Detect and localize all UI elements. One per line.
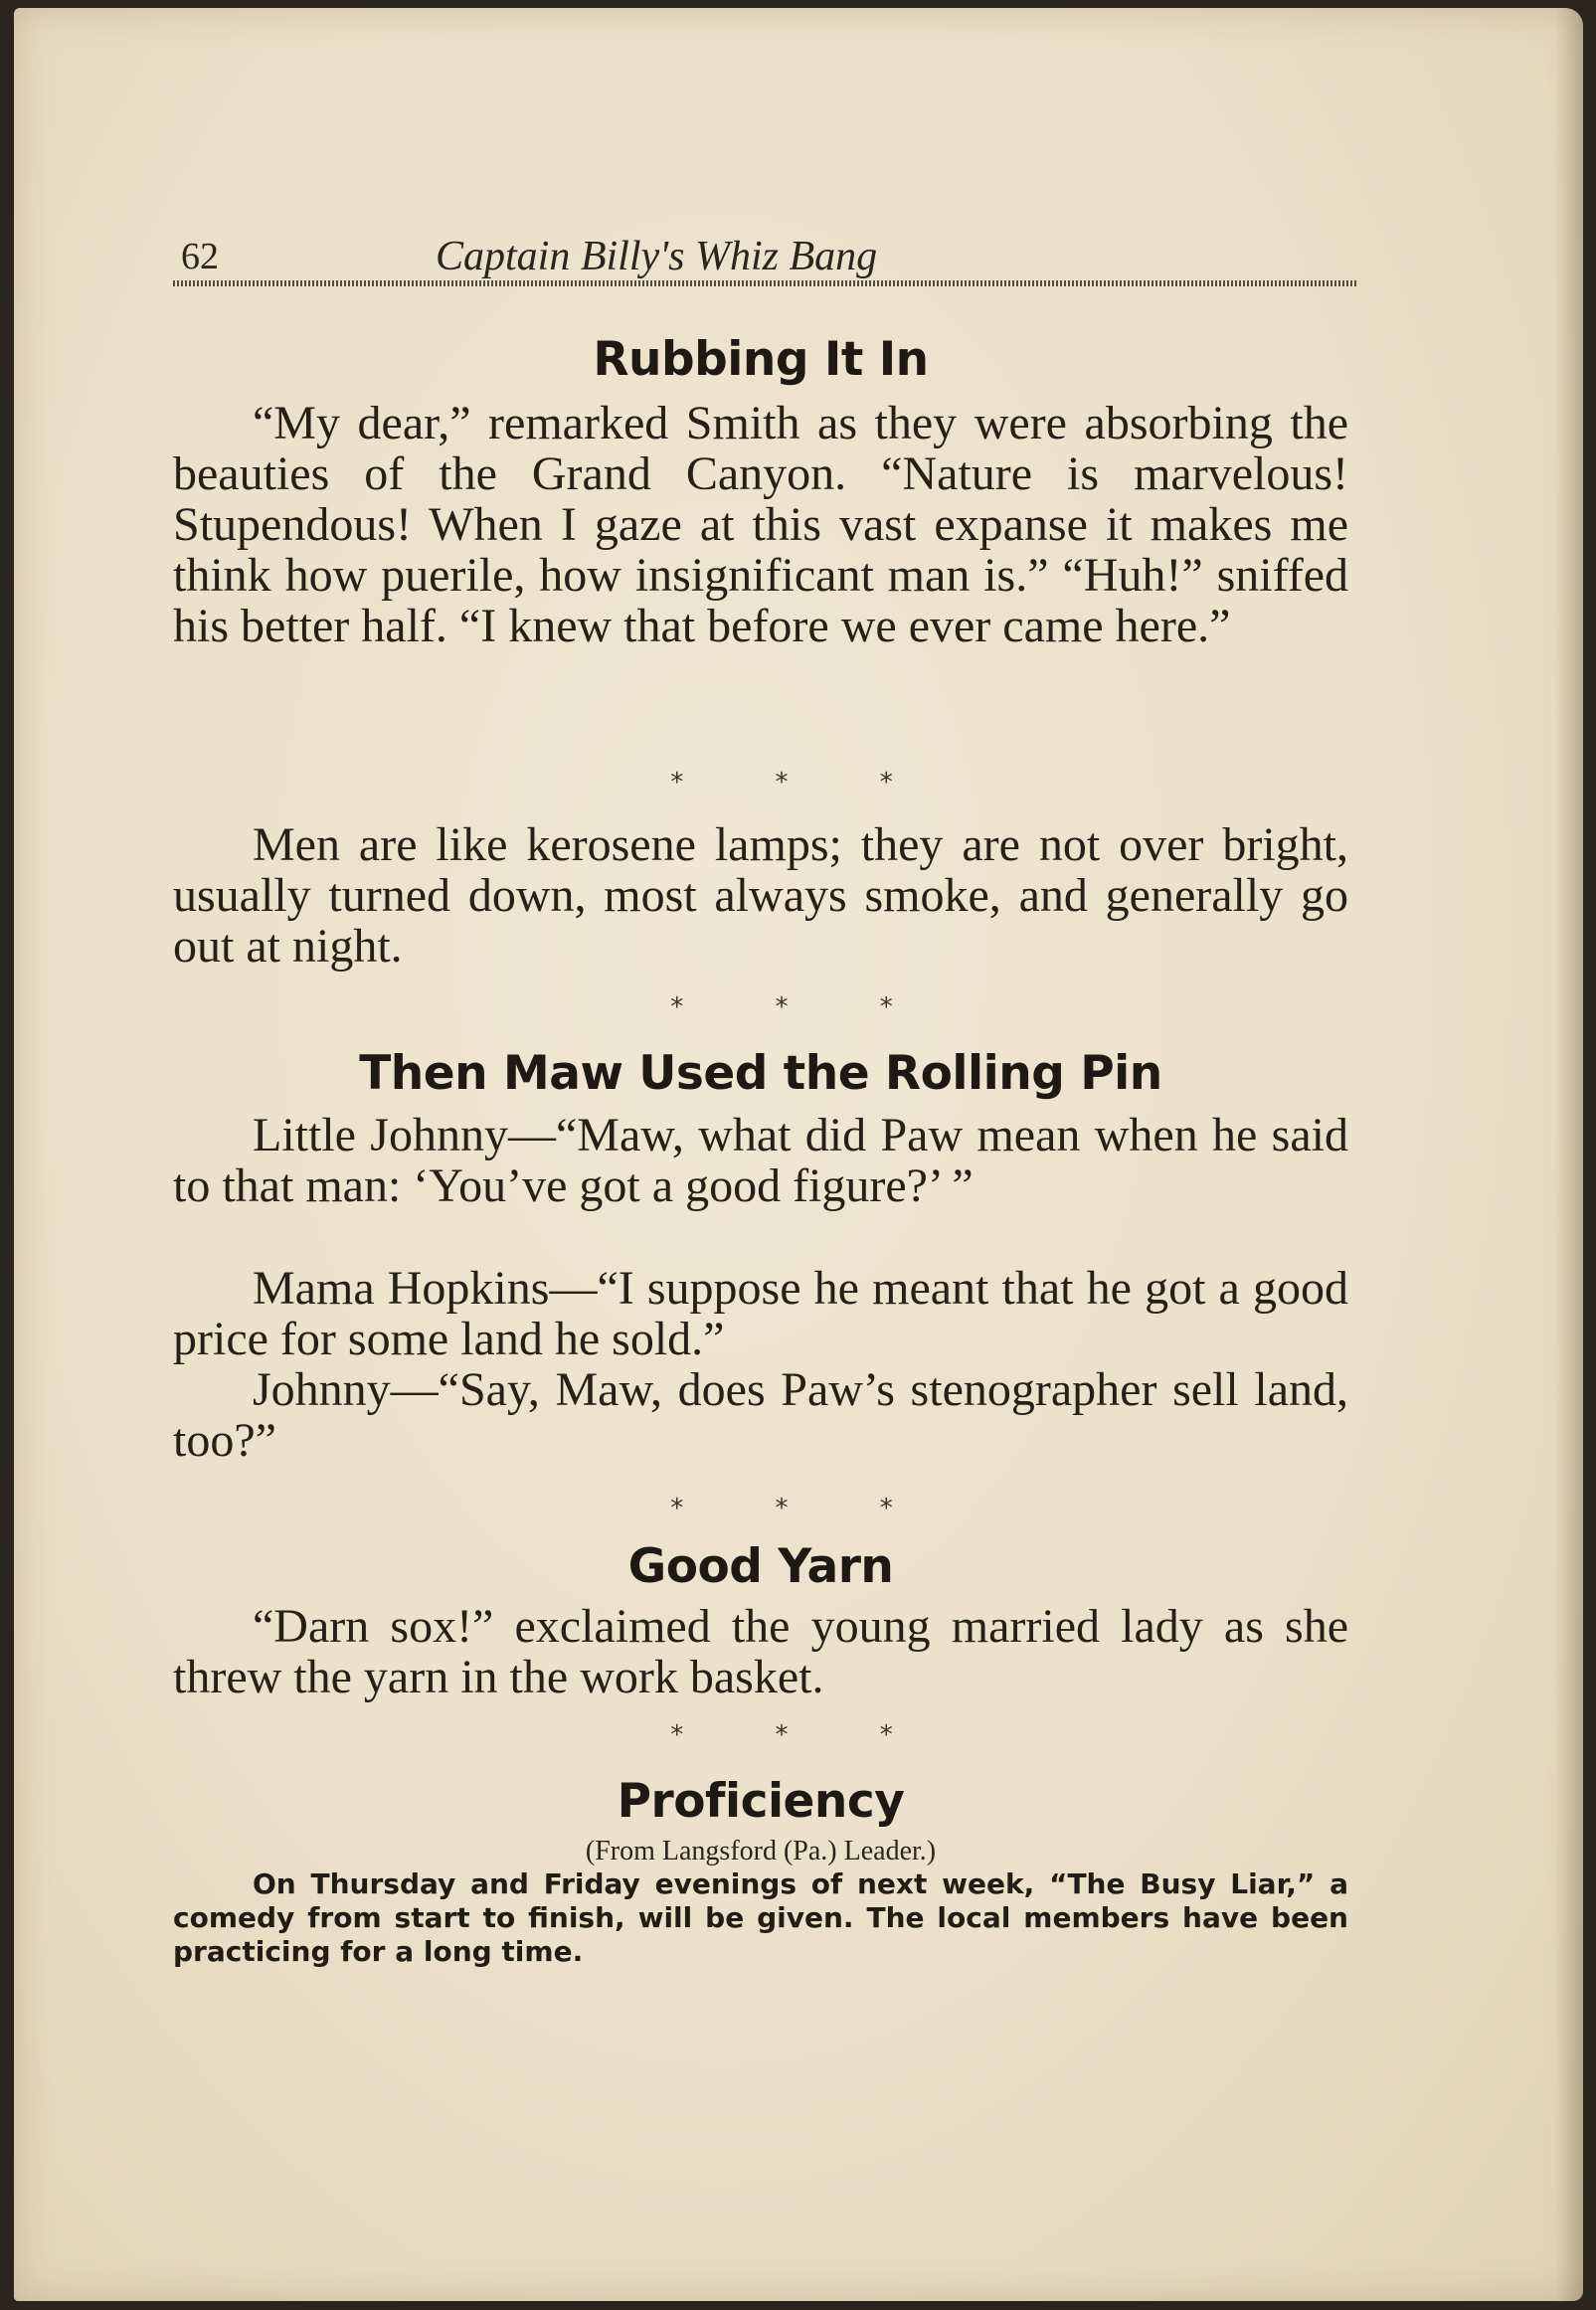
paragraph-rubbing-it-in: “My dear,” remarked Smith as they were absorbing the beauties of the Grand Canyon. “Nature is marvelous! Stupendous! When I gaze at this vast expanse it makes me think how puerile, how insignificant man is.” “Huh!” sniffed his better half. “I knew that before we ever came here.”	[173, 397, 1348, 652]
page-number: 62	[181, 236, 219, 277]
running-title: Captain Billy's Whiz Bang	[436, 234, 878, 279]
paragraph-rolling-pin-3: Johnny—“Say, Maw, does Paw’s stenographer sell land, too?”	[173, 1363, 1348, 1467]
paragraph-kerosene: Men are like kerosene lamps; they are not over bright, usually turned down, most always smoke, and generally go out at night.	[173, 818, 1348, 973]
separator-asterisks: * * *	[670, 1720, 935, 1750]
paragraph-proficiency: On Thursday and Friday evenings of next week, “The Busy Liar,” a comedy from start to finish, will be given. The local members have been practicing for a long time.	[173, 1867, 1348, 1968]
book-page	[14, 8, 1583, 2301]
source-attribution: (From Langsford (Pa.) Leader.)	[585, 1836, 937, 1866]
heading-proficiency: Proficiency	[617, 1774, 905, 1829]
paragraph-good-yarn: “Darn sox!” exclaimed the young married lady as she threw the yarn in the work basket.	[173, 1600, 1348, 1703]
header-rule	[173, 280, 1358, 286]
separator-asterisks: * * *	[670, 768, 935, 798]
running-header	[173, 229, 1358, 288]
paragraph-rolling-pin-2: Mama Hopkins—“I suppose he meant that he got a good price for some land he sold.”	[173, 1262, 1348, 1365]
separator-asterisks: * * *	[670, 992, 935, 1022]
paragraph-rolling-pin-1: Little Johnny—“Maw, what did Paw mean when he said to that man: ‘You’ve got a good figure?’ ”	[173, 1109, 1348, 1212]
separator-asterisks: * * *	[670, 1494, 935, 1523]
heading-rubbing-it-in: Rubbing It In	[593, 332, 929, 387]
heading-good-yarn: Good Yarn	[627, 1539, 894, 1594]
heading-rolling-pin: Then Maw Used the Rolling Pin	[359, 1046, 1162, 1101]
